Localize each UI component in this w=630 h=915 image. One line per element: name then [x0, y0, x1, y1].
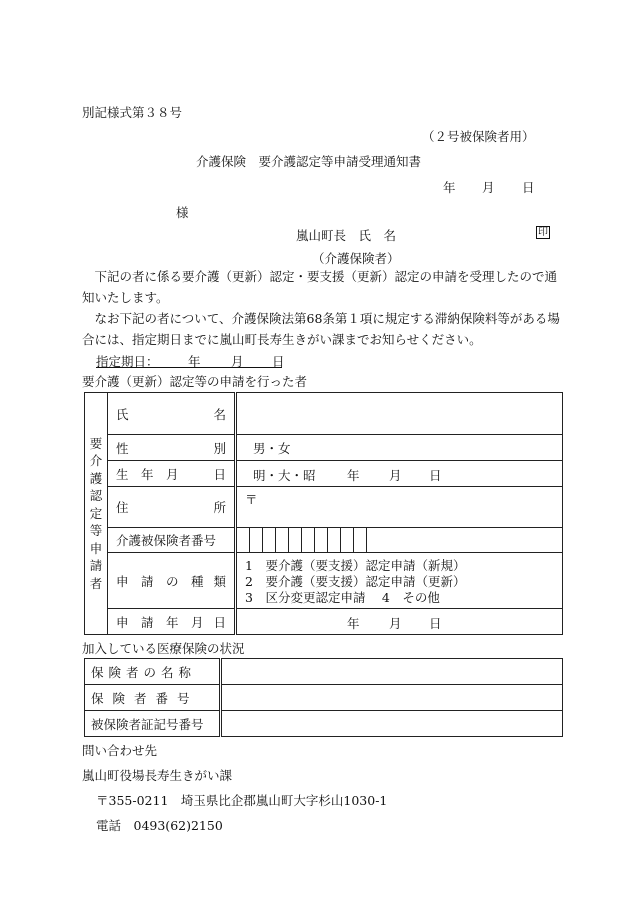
kind-option-2[interactable]: 2 要介護（要支援）認定申請（更新）: [245, 573, 466, 589]
deadline-year: 年: [188, 354, 201, 369]
body-paragraph-1: 下記の者に係る要介護（更新）認定・要支援（更新）認定の申請を受理したので通知いたします。: [82, 269, 558, 305]
contact-office: 嵐山町役場長寿生きがい課: [82, 768, 233, 783]
insurer-number-field[interactable]: [221, 685, 563, 711]
date-year: 年: [443, 180, 456, 195]
seal-mark: 印: [538, 227, 548, 238]
address-field[interactable]: [236, 487, 563, 528]
birth-month: 月: [389, 468, 402, 483]
digit-box[interactable]: [328, 528, 341, 552]
deadline-underline: [96, 367, 282, 368]
deadline-month: 月: [231, 354, 244, 369]
insured-number-field[interactable]: [236, 528, 563, 553]
contact-phone: 電話 0493(62)2150: [96, 818, 223, 833]
digit-box[interactable]: [263, 528, 276, 552]
digit-box[interactable]: [276, 528, 289, 552]
digit-box[interactable]: [289, 528, 302, 552]
insured-type: （２号被保険者用）: [422, 129, 535, 144]
digit-box[interactable]: [315, 528, 328, 552]
page-title: 介護保険 要介護認定等申請受理通知書: [196, 154, 422, 169]
addressee-suffix: 様: [176, 205, 189, 220]
card-number-label: 被保険者証記号番号: [85, 711, 221, 737]
applicant-side-label: 要 介 護 認 定 等 申 請 者: [85, 393, 108, 635]
kind-label: 申 請 の 種 類: [108, 553, 236, 609]
address-label: 住 所: [108, 487, 236, 528]
date-day: 日: [522, 180, 535, 195]
insured-number-label: 介護被保険者番号: [108, 528, 236, 553]
insurer-number-label: 保険者番号: [85, 685, 221, 711]
apply-month: 月: [389, 616, 402, 631]
apply-year: 年: [347, 616, 360, 631]
digit-box[interactable]: [302, 528, 315, 552]
form-number: 別記様式第３８号: [82, 105, 183, 120]
kind-option-1[interactable]: 1 要介護（要支援）認定申請（新規）: [245, 557, 466, 573]
postal-mark: 〒: [245, 492, 258, 507]
date-month: 月: [482, 180, 495, 195]
digit-box[interactable]: [237, 528, 250, 552]
birth-field[interactable]: [236, 461, 563, 487]
apply-date-field[interactable]: [236, 609, 563, 635]
digit-box[interactable]: [354, 528, 367, 552]
medical-table: [84, 658, 563, 737]
sex-label: 性 別: [108, 435, 236, 461]
name-field[interactable]: [236, 393, 563, 435]
birth-label: 生 年 月 日: [108, 461, 236, 487]
insurer-label: （介護保険者）: [312, 251, 400, 266]
kind-option-3[interactable]: 3 区分変更認定申請 4 その他: [245, 589, 440, 605]
apply-day: 日: [429, 616, 442, 631]
apply-date-label: 申 請 年 月 日: [108, 609, 236, 635]
contact-title: 問い合わせ先: [82, 743, 158, 758]
sex-field[interactable]: 男・女: [236, 435, 563, 461]
contact-address: 〒355-0211 埼玉県比企郡嵐山町大字杉山1030-1: [96, 793, 388, 808]
digit-box[interactable]: [250, 528, 263, 552]
kind-field[interactable]: [236, 553, 563, 609]
deadline-day: 日: [272, 354, 285, 369]
insurer-name-label: 保険者の名称: [85, 659, 221, 685]
birth-era: 明・大・昭: [253, 468, 316, 483]
insurer-name-field[interactable]: [221, 659, 563, 685]
applicant-table: [84, 392, 563, 635]
body-paragraph-2: なお下記の者について、介護保険法第68条第１項に規定する滞納保険料等がある場合には、指定期日までに嵐山町長寿生きがい課までお知らせください。: [82, 311, 560, 347]
applicant-section-title: 要介護（更新）認定等の申請を行った者: [82, 374, 308, 389]
digit-box[interactable]: [341, 528, 354, 552]
birth-day: 日: [429, 468, 442, 483]
medical-section-title: 加入している医療保険の状況: [82, 641, 245, 656]
deadline-label: 指定期日：: [96, 354, 159, 369]
name-label: 氏 名: [108, 393, 236, 435]
card-number-field[interactable]: [221, 711, 563, 737]
birth-year: 年: [347, 468, 360, 483]
issuer-name: 嵐山町長 氏 名: [296, 228, 397, 243]
